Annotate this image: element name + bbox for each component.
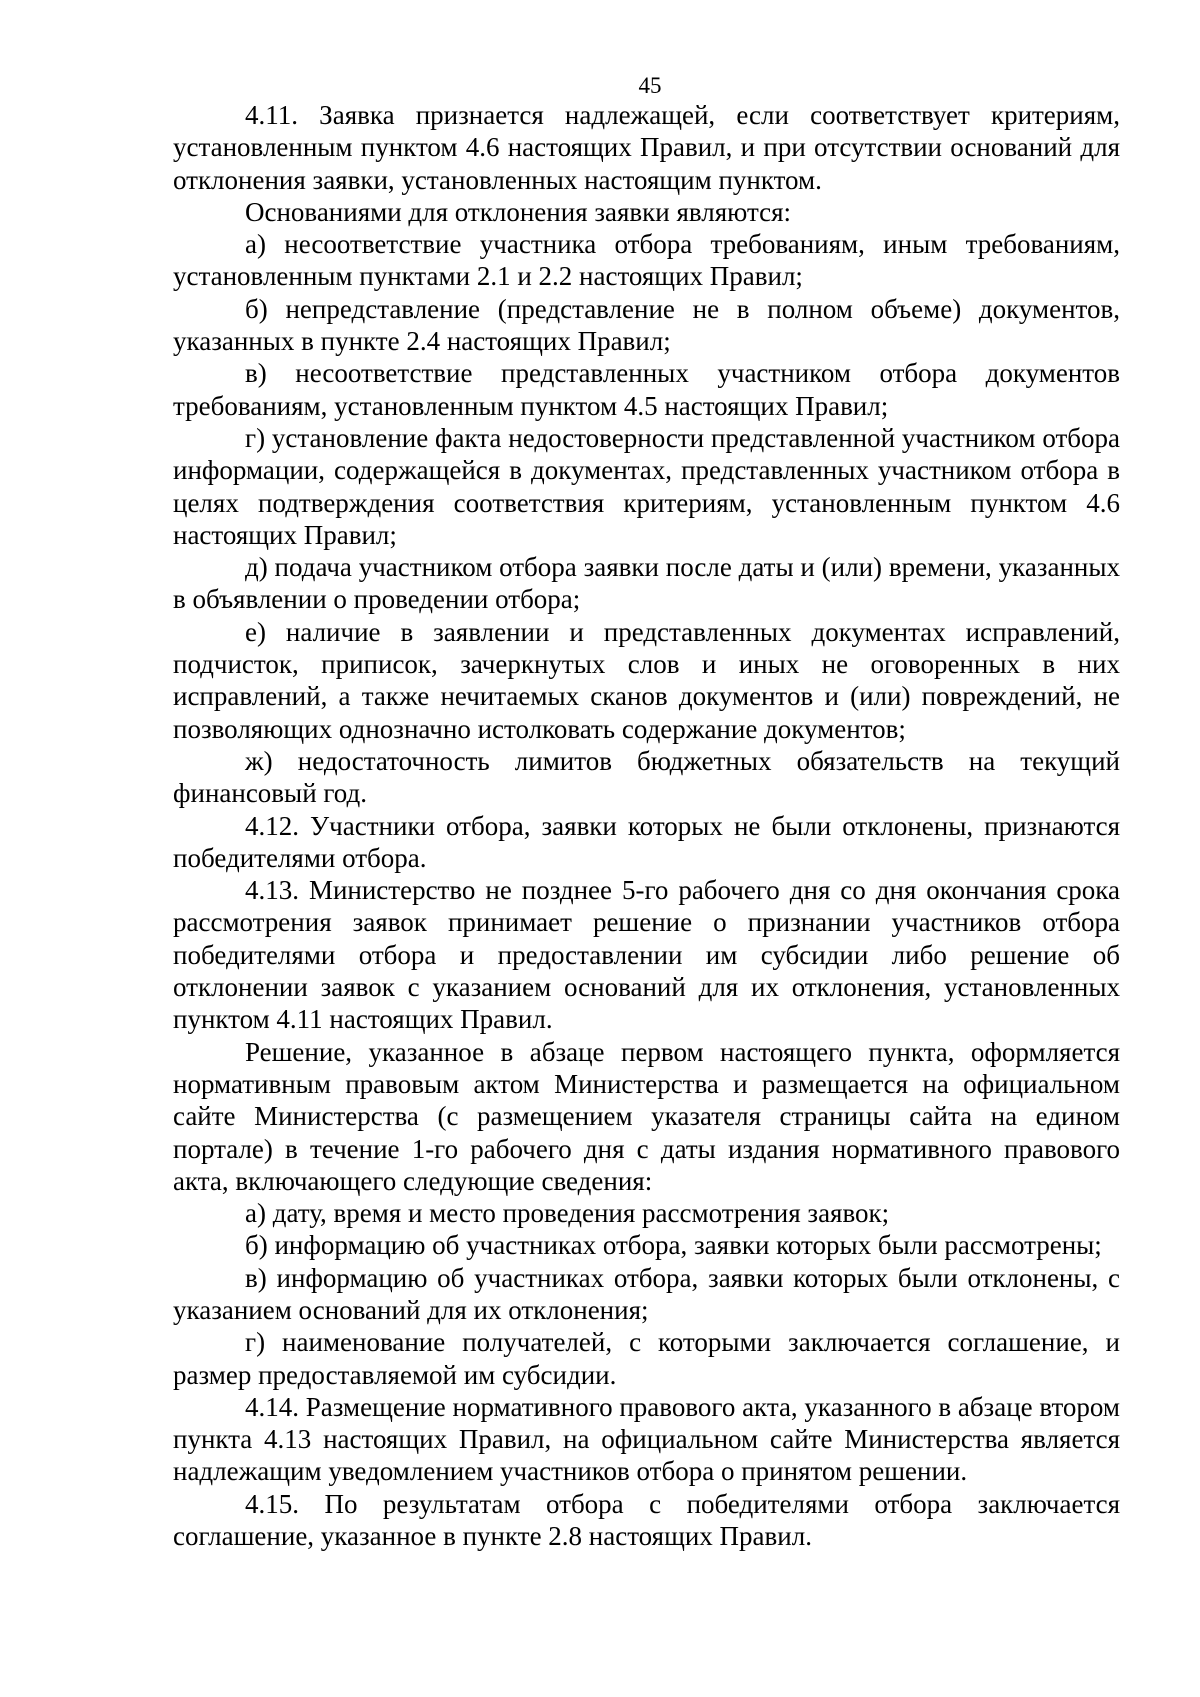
document-body (173, 99, 1120, 1552)
info-item-v: в) информацию об участниках отбора, заявки которых были отклонены, с указанием оснований для их отклонения; (173, 1262, 1120, 1325)
paragraph-4-14: 4.14. Размещение нормативного правового акта, указанного в абзаце втором пункта 4.13 настоящих Правил, на официальном сайте Министерства является надлежащим уведомлением участников отбора о принятом решении. (173, 1391, 1120, 1487)
list-item-a: а) несоответствие участника отбора требованиям, иным требованиям, установленным пунктами 2.1 и 2.2 настоящих Правил; (173, 229, 1120, 292)
paragraph-4-11: 4.11. Заявка признается надлежащей, если соответствует критериям, установленным пунктом 4.6 настоящих Правил, и при отсутствии оснований для отклонения заявки, установленных настоящим пунктом. (173, 100, 1120, 195)
list-item-e: е) наличие в заявлении и представленных документах исправлений, подчисток, приписок, зачеркнутых слов и иных не оговоренных в них исправлений, а также нечитаемых сканов документов и (или) повреждений, не позволяющих однозначно истолковать содержание документов; (173, 616, 1120, 744)
paragraph-4-13: 4.13. Министерство не позднее 5-го рабочего дня со дня окончания срока рассмотрения заявок принимает решение о признании участников отбора победителями отбора и предоставлении им субсидии либо решение об отклонении заявок с указанием оснований для их отклонения, установленных пунктом 4.11 настоящих Правил. (173, 875, 1120, 1035)
info-item-a: а) дату, время и место проведения рассмотрения заявок; (245, 1198, 890, 1229)
list-item-v: в) несоответствие представленных участником отбора документов требованиям, установленным пунктом 4.5 настоящих Правил; (173, 358, 1120, 421)
list-item-d: д) подача участником отбора заявки после даты и (или) времени, указанных в объявлении о проведении отбора; (173, 552, 1120, 615)
list-item-g: г) установление факта недостоверности представленной участником отбора информации, содержащейся в документах, представленных участником отбора в целях подтверждения соответствия критериям, установленным пунктом 4.6 настоящих Правил; (173, 422, 1120, 550)
list-item-b: б) непредставление (представление не в полном объеме) документов, указанных в пункте 2.4 настоящих Правил; (173, 293, 1120, 357)
page-number: 45 (638, 73, 662, 98)
info-item-g: г) наименование получателей, с которыми заключается соглашение, и размер предоставляемой им субсидии. (173, 1327, 1120, 1390)
paragraph-decision-publication: Решение, указанное в абзаце первом настоящего пункта, оформляется нормативным правовым актом Министерства и размещается на официальном сайте Министерства (с размещением указателя страницы сайта на едином портале) в течение 1-го рабочего дня с даты издания нормативного правового акта, включающего следующие сведения: (173, 1036, 1120, 1196)
info-item-b: б) информацию об участниках отбора, заявки которых были рассмотрены; (245, 1230, 1102, 1261)
paragraph-4-15: 4.15. По результатам отбора с победителями отбора заключается соглашение, указанное в пункте 2.8 настоящих Правил. (173, 1488, 1120, 1552)
list-item-zh: ж) недостаточность лимитов бюджетных обязательств на текущий финансовый год. (173, 745, 1120, 809)
paragraph-rejection-grounds-intro: Основаниями для отклонения заявки являются: (245, 196, 792, 227)
paragraph-4-12: 4.12. Участники отбора, заявки которых не были отклонены, признаются победителями отбора. (173, 810, 1120, 873)
